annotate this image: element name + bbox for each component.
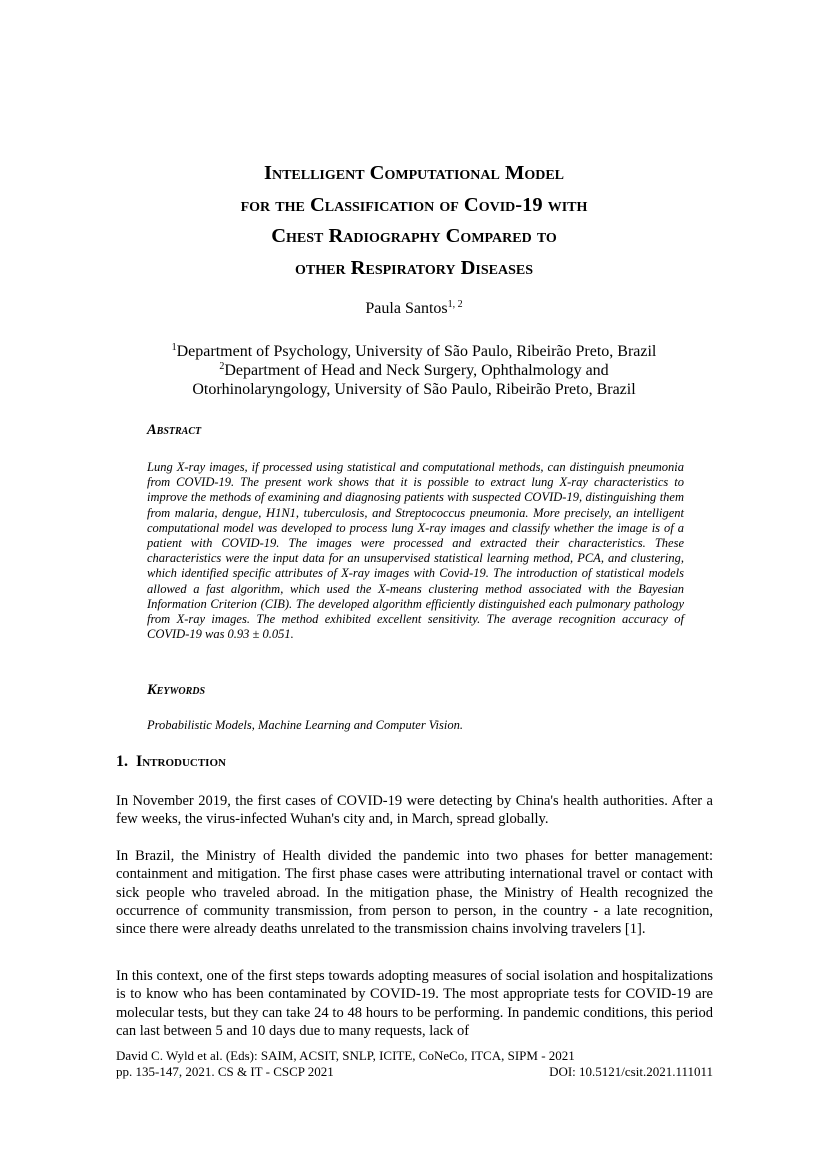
affiliation-text: Department of Head and Neck Surgery, Ophthalmology and bbox=[224, 362, 609, 379]
section-number: 1. bbox=[116, 753, 128, 770]
author-line bbox=[0, 300, 828, 318]
author-name: Paula Santos bbox=[365, 300, 448, 317]
author-affiliation-marks: 1, 2 bbox=[447, 299, 463, 310]
footer-proceedings: David C. Wyld et al. (Eds): SAIM, ACSIT, SNLP, ICITE, CoNeCo, ITCA, SIPM - 2021 bbox=[116, 1048, 575, 1063]
keywords-text: Probabilistic Models, Machine Learning and Computer Vision. bbox=[147, 718, 463, 732]
section-heading-introduction bbox=[116, 753, 226, 771]
title-line: other Respiratory Diseases bbox=[294, 256, 534, 279]
affiliation-mark: 1 bbox=[171, 342, 177, 353]
body-paragraph: In November 2019, the first cases of COVID-19 were detecting by China's health authorities. After a few weeks, the virus-infected Wuhan's city and, in March, spread globally. bbox=[116, 793, 713, 828]
footer-pages: pp. 135-147, 2021. CS & IT - CSCP 2021 bbox=[116, 1064, 334, 1079]
footer-row bbox=[116, 1064, 713, 1080]
title-line: Intelligent Computational Model bbox=[263, 162, 564, 184]
footer-doi: DOI: 10.5121/csit.2021.111011 bbox=[549, 1064, 713, 1079]
affiliation-text: Otorhinolaryngology, University of São Paulo, Ribeirão Preto, Brazil bbox=[192, 381, 636, 398]
page-footer bbox=[116, 1048, 713, 1080]
title-line: for the Classification of Covid-19 with bbox=[240, 193, 588, 216]
keywords-heading: Keywords bbox=[147, 682, 206, 698]
affiliation-line bbox=[100, 361, 728, 380]
affiliation-line bbox=[100, 380, 728, 399]
paper-title bbox=[100, 158, 728, 284]
affiliations bbox=[100, 342, 728, 399]
body-paragraph: In Brazil, the Ministry of Health divided the pandemic into two phases for better management: containment and mitigation. The first phase cases were attributing international travel or contact with sick people who traveled abroad. In the mitigation phase, the Ministry of Health recognized the occurrence of community transmission, from person to person, in the country - a late recognition, since there were already deaths unrelated to the transmission chains involving travelers [1]. bbox=[116, 848, 713, 938]
affiliation-line bbox=[100, 342, 728, 361]
affiliation-mark: 2 bbox=[219, 361, 225, 372]
title-line: Chest Radiography Compared to bbox=[271, 225, 557, 247]
abstract-text: Lung X-ray images, if processed using statistical and computational methods, can distinguish pneumonia from COVID-19. The present work shows that it is possible to extract lung X-ray characteristics to improve the methods of examining and diagnosing patients with suspected COVID-19, distinguishing them from malaria, dengue, H1N1, tuberculosis, and Streptococcus pneumonia. More precisely, an intelligent computational model was developed to process lung X-ray images and classify whether the image is of a patient with COVID-19. The images were processed and extracted their characteristics. These characteristics were the input data for an unsupervised statistical learning method, PCA, and clustering, which identified specific attributes of X-ray images with Covid-19. The introduction of statistical models allowed a fast algorithm, which used the X-means clustering method associated with the Bayesian Information Criterion (CIB). The developed algorithm efficiently distinguished each pulmonary pathology from X-ray images. The method exhibited excellent sensitivity. The average recognition accuracy of COVID-19 was 0.93 ± 0.051. bbox=[147, 460, 684, 642]
section-title: Introduction bbox=[136, 753, 226, 770]
affiliation-text: Department of Psychology, University of São Paulo, Ribeirão Preto, Brazil bbox=[176, 343, 657, 360]
abstract-heading: Abstract bbox=[147, 422, 202, 438]
body-paragraph: In this context, one of the first steps towards adopting measures of social isolation and hospitalizations is to know who has been contaminated by COVID-19. The most appropriate tests for COVID-19 are molecular tests, but they can take 24 to 48 hours to be performing. In pandemic conditions, this period can last between 5 and 10 days due to many requests, lack of bbox=[116, 968, 713, 1039]
